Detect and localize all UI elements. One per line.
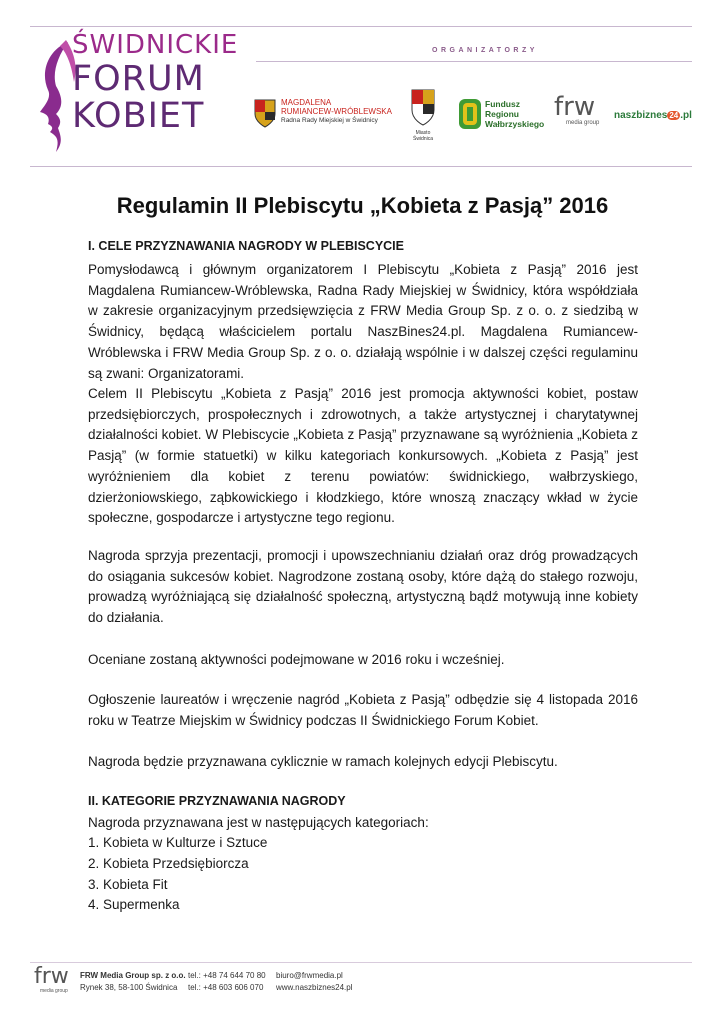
section-1-heading: I. CELE PRZYZNAWANIA NAGRODY W PLEBISCYCIE (88, 239, 404, 253)
category-item: 4. Supermenka (88, 897, 180, 912)
logo-line-2: FORUM (72, 59, 205, 99)
footer-rule (30, 962, 692, 963)
footer-email[interactable]: biuro@frwmedia.pl (276, 971, 343, 980)
forum-kobiet-logo (34, 30, 239, 154)
footer-tel-1: tel.: +48 74 644 70 80 (188, 971, 266, 980)
naszbiznes-suffix: .pl (680, 110, 692, 121)
footer-brand-sub: media group (40, 988, 68, 994)
naszbiznes-text: naszbiznes (614, 110, 668, 121)
top-rule (30, 26, 692, 27)
footer-address: Rynek 38, 58-100 Świdnica (80, 983, 178, 992)
footer-company-block (80, 970, 186, 994)
paragraph-2: Celem II Plebiscytu „Kobieta z Pasją” 2016 jest promocja aktywności kobiet, postaw przedsiębiorczych, prospołecznych i zdrowotnych, a także artystycznej i charytatywnej działalności kobiet. W Plebiscycie „Kobieta z Pasją” przyznawane są wyróżnienia „Kobieta z Pasją” (w formie statuetki) w kilku kategoriach konkursowych. „Kobieta z Pasją” jest wyróżnieniem dla kobiet z terenu powiatów: świdnickiego, wałbrzyskiego, dzierżoniowskiego, ząbkowickiego i kłodzkiego, które wnoszą znaczący wkład w życie społeczne, gospodarcze i artystyczne tego regionu. (88, 386, 638, 526)
miasto-line-2: Świdnica (412, 136, 433, 142)
frw-brand: frw (554, 92, 596, 122)
sponsor-miasto (408, 88, 438, 142)
miasto-line-1: Miasto (415, 130, 431, 136)
footer-logo (34, 966, 69, 994)
sponsor-naszbiznes (614, 110, 692, 121)
frw-sub: media group (566, 120, 600, 126)
logo-line-1: ŚWIDNICKIE (72, 30, 239, 60)
footer-website[interactable]: www.naszbiznes24.pl (276, 983, 353, 992)
magdalena-line-3: Radna Rady Miejskiej w Świdnicy (281, 117, 378, 124)
footer-contact (276, 970, 352, 994)
footer-tel-2: tel.: +48 603 606 070 (188, 983, 264, 992)
category-item: 3. Kobieta Fit (88, 877, 168, 892)
fundusz-line-2: Regionu (485, 109, 519, 119)
magdalena-line-1: MAGDALENA (281, 98, 332, 107)
fundusz-line-3: Wałbrzyskiego (485, 119, 545, 129)
paragraph-4: Oceniane zostaną aktywności podejmowane w 2016 roku i wcześniej. (88, 652, 505, 667)
footer-phones (188, 970, 266, 994)
footer-company: FRW Media Group sp. z o.o. (80, 971, 186, 980)
logo-line-3: KOBIET (72, 96, 205, 136)
sponsor-frw (554, 94, 599, 126)
section-2-heading: II. KATEGORIE PRZYZNAWANIA NAGRODY (88, 794, 346, 808)
category-item: 2. Kobieta Przedsiębiorcza (88, 856, 249, 871)
city-crest-icon (410, 88, 436, 126)
naszbiznes-badge: 24 (669, 111, 679, 120)
organizers-label: ORGANIZATORZY (432, 47, 538, 54)
paragraph-3: Nagroda sprzyja prezentacji, promocji i upowszechnianiu działań oraz dróg prowadzących do osiągania sukcesów kobiet. Nagrodzone zostaną osoby, które dążą do stałego rozwoju, prowadzą wyróżniającą się działalność społeczną, artystyczną bądź motywują inne kobiety do działania. (88, 548, 638, 626)
magdalena-line-2: RUMIANCEW-WRÓBLEWSKA (281, 107, 392, 116)
footer-brand: frw (34, 964, 69, 989)
section-2-intro: Nagroda przyznawana jest w następujących kategoriach: (88, 815, 429, 830)
coat-of-arms-icon (253, 98, 277, 128)
document-title: Regulamin II Plebiscytu „Kobieta z Pasją” 2016 (116, 193, 609, 218)
paragraph-5: Ogłoszenie laureatów i wręczenie nagród „Kobieta z Pasją” odbędzie się 4 listopada 2016 roku w Teatrze Miejskim w Świdnicy podczas II Świdnickiego Forum Kobiet. (88, 692, 638, 728)
fundusz-logo-icon (459, 99, 481, 129)
fundusz-line-1: Fundusz (485, 99, 520, 109)
organizers-rule (256, 61, 692, 62)
category-item: 1. Kobieta w Kulturze i Sztuce (88, 835, 268, 850)
header-rule (30, 166, 692, 167)
paragraph-1: Pomysłodawcą i głównym organizatorem I Plebiscytu „Kobieta z Pasją” 2016 jest Magdalena Rumiancew-Wróblewska, Radna Rady Miejskiej w Świdnicy, która współdziała w zakresie organizacyjnym przedsięwzięcia z FRW Media Group Sp. z o. o. z siedzibą w Świdnicy, będącą właścicielem portalu NaszBines24.pl. Magdalena Rumiancew-Wróblewska i FRW Media Group Sp. z o. o. działają wspólnie i w dalszej części regulaminu są zwani: Organizatorami. (88, 262, 638, 381)
paragraph-6: Nagroda będzie przyznawana cyklicznie w ramach kolejnych edycji Plebiscytu. (88, 754, 558, 769)
